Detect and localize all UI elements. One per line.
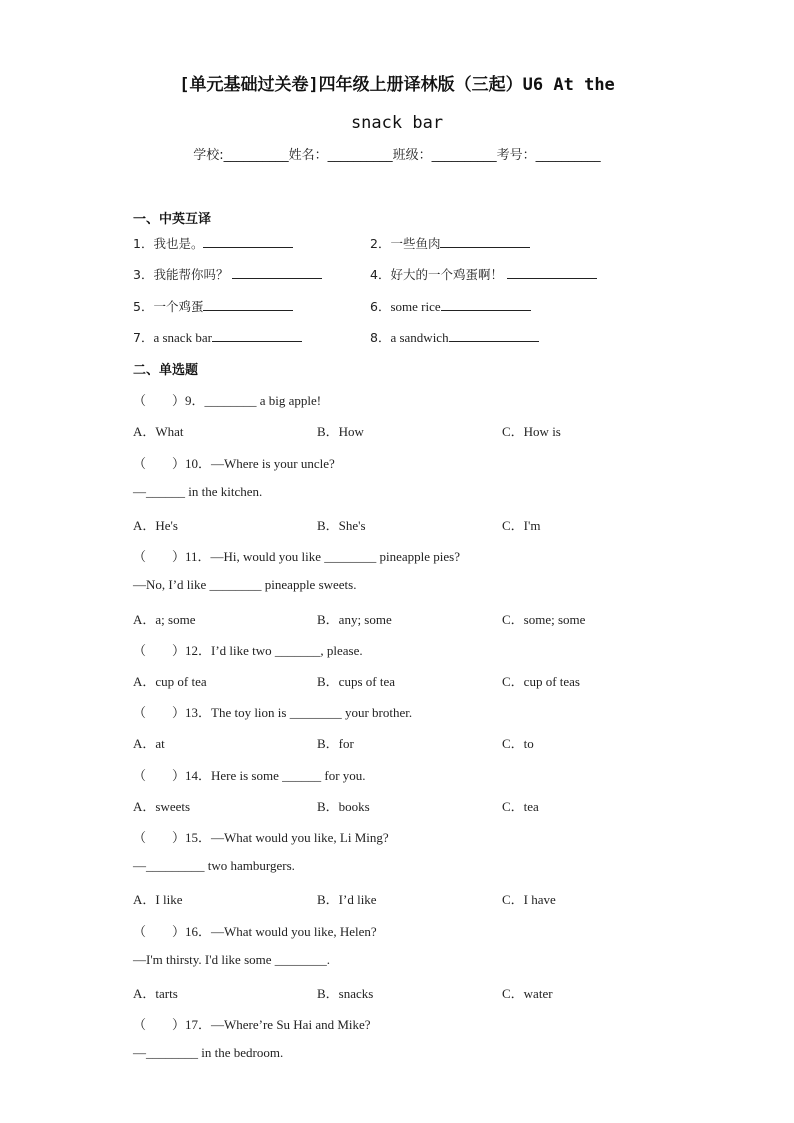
translation-item-3: 3．我能帮你吗？: [133, 265, 322, 283]
option-a: A．a; some: [133, 612, 196, 627]
translation-row: [133, 328, 693, 348]
option-b: B．I’d like: [317, 892, 377, 907]
question-extra-line: —_________ two hamburgers.: [133, 858, 295, 873]
translation-item-4: 4．好大的一个鸡蛋啊！: [370, 265, 597, 283]
option-row: [133, 515, 693, 535]
option-c: C．I'm: [502, 518, 541, 533]
option-row: [133, 983, 693, 1003]
option-b: B．snacks: [317, 986, 374, 1001]
translation-row: [133, 265, 693, 285]
option-b: B．any; some: [317, 612, 392, 627]
option-b: B．for: [317, 736, 354, 751]
option-a: A．cup of tea: [133, 674, 207, 689]
option-c: C．How is: [502, 424, 561, 439]
option-c: C．tea: [502, 799, 539, 814]
doc-title-line1: [单元基础过关卷]四年级上册译林版（三起）U6 At the: [179, 75, 615, 95]
option-row: [133, 796, 693, 816]
section-heading-translation: 一、中英互译: [133, 212, 212, 227]
translation-item-2: 2．一些鱼肉: [370, 234, 530, 252]
option-a: A．I like: [133, 892, 183, 907]
option-c: C．some; some: [502, 612, 586, 627]
option-a: A．What: [133, 424, 184, 439]
option-b: B．How: [317, 424, 364, 439]
option-row: [133, 421, 693, 441]
translation-row: [133, 234, 693, 254]
student-info-line: 学校:__________姓名：__________班级：__________考号：__________: [193, 148, 601, 163]
doc-title-line2: snack bar: [350, 113, 444, 133]
question-stem: （ ）10．—Where is your uncle?: [133, 456, 335, 471]
question-stem: （ ）11．—Hi, would you like ________ pineapple pies?: [133, 549, 461, 564]
question-stem: （ ）17．—Where’re Su Hai and Mike?: [133, 1017, 371, 1032]
option-a: A．tarts: [133, 986, 178, 1001]
option-b: B．books: [317, 799, 370, 814]
translation-item-1: 1．我也是。: [133, 234, 293, 252]
option-b: B．She's: [317, 518, 366, 533]
option-c: C．cup of teas: [502, 674, 580, 689]
question-extra-line: —______ in the kitchen.: [133, 484, 263, 499]
option-a: A．sweets: [133, 799, 191, 814]
question-stem: （ ）13．The toy lion is ________ your brother.: [133, 705, 413, 720]
option-a: A．He's: [133, 518, 178, 533]
question-extra-line: —________ in the bedroom.: [133, 1045, 284, 1060]
option-row: [133, 733, 693, 753]
option-row: [133, 671, 693, 691]
translation-row: [133, 297, 693, 317]
translation-item-7: 7．a snack bar: [133, 328, 302, 346]
question-extra-line: —No, I’d like ________ pineapple sweets.: [133, 577, 357, 592]
option-a: A．at: [133, 736, 165, 751]
question-stem: （ ）12．I’d like two _______, please.: [133, 643, 363, 658]
question-stem: （ ）9．________ a big apple!: [133, 393, 322, 408]
question-extra-line: —I'm thirsty. I'd like some ________.: [133, 952, 331, 967]
translation-item-8: 8．a sandwich: [370, 328, 539, 346]
option-row: [133, 609, 693, 629]
question-stem: （ ）14．Here is some ______ for you.: [133, 768, 366, 783]
question-stem: （ ）15．—What would you like, Li Ming?: [133, 830, 389, 845]
option-c: C．water: [502, 986, 553, 1001]
option-b: B．cups of tea: [317, 674, 395, 689]
translation-item-5: 5．一个鸡蛋: [133, 297, 293, 315]
section-heading-single-choice: 二、单选题: [133, 363, 199, 378]
option-c: C．to: [502, 736, 534, 751]
translation-item-6: 6．some rice: [370, 297, 531, 315]
option-c: C．I have: [502, 892, 556, 907]
option-row: [133, 889, 693, 909]
question-stem: （ ）16．—What would you like, Helen?: [133, 924, 377, 939]
